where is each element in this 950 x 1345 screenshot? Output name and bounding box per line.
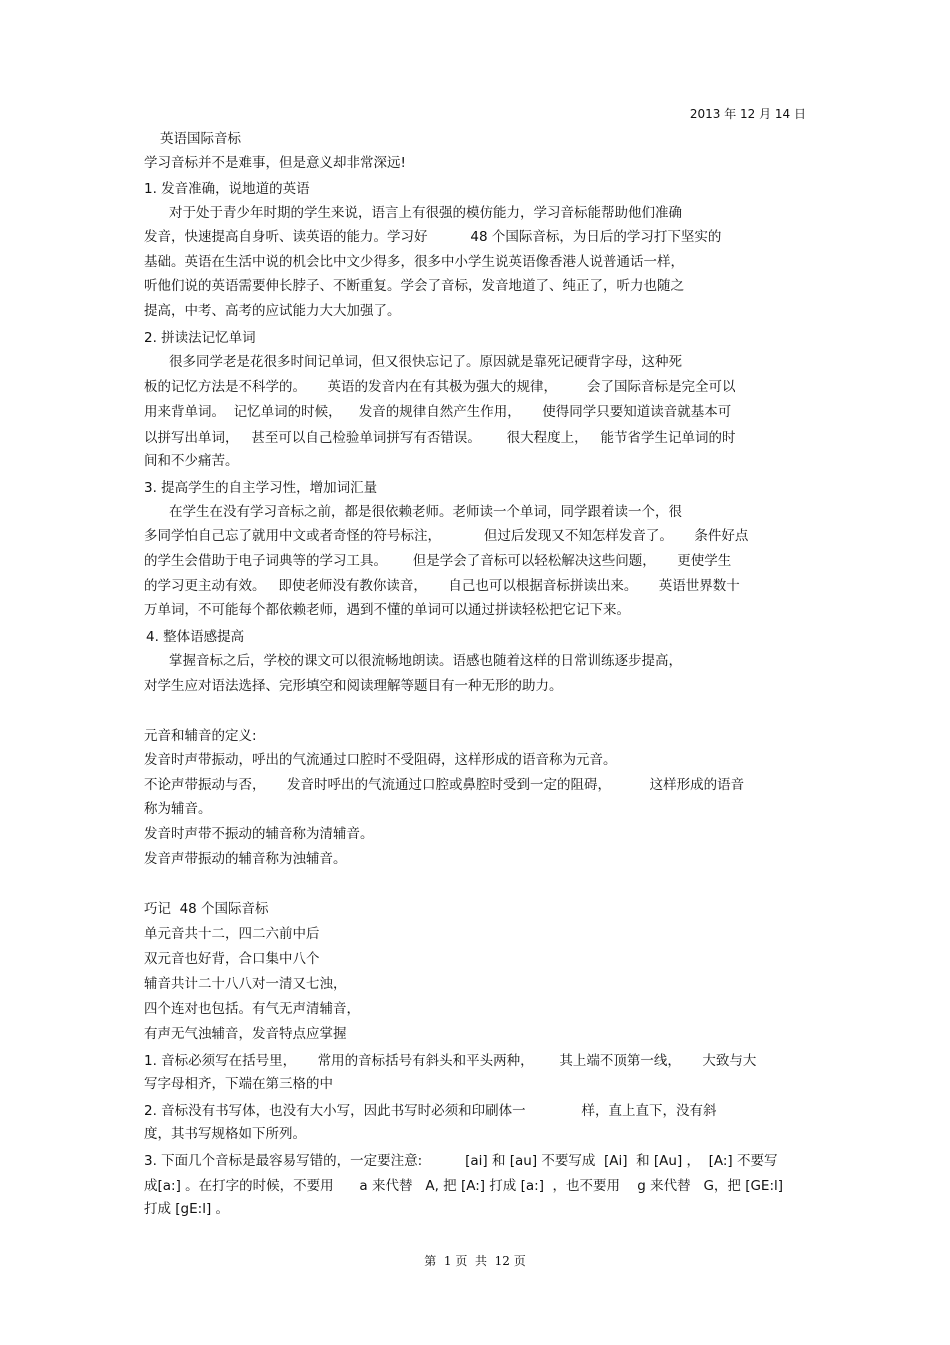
text-line: 度，其书写规格如下所列。 — [144, 1126, 306, 1142]
text-line: 的学习更主动有效。 即使老师没有教你读音， 自己也可以根据音标拼读出来。 英语世界数十 — [144, 578, 740, 594]
text-line: 很多同学老是花很多时间记单词，但又很快忘记了。原因就是靠死记硬背字母，这种死 — [169, 354, 682, 370]
text-line: 发音声带振动的辅音称为浊辅音。 — [144, 851, 347, 867]
text-line: 在学生在没有学习音标之前，都是很依赖老师。老师读一个单词，同学跟着读一个，很 — [169, 504, 682, 520]
text-line: 有声无气浊辅音，发音特点应掌握 — [144, 1026, 347, 1042]
text-line: 对学生应对语法选择、完形填空和阅读理解等题目有一种无形的助力。 — [144, 678, 563, 694]
text-line: 不论声带振动与否， 发音时呼出的气流通过口腔或鼻腔时受到一定的阻碍， 这样形成的语音 — [144, 777, 745, 793]
text-line: 学习音标并不是难事，但是意义却非常深远! — [144, 155, 406, 171]
text-line: 基础。英语在生活中说的机会比中文少得多，很多中小学生说英语像香港人说普通话一样， — [144, 254, 684, 270]
text-line: 对于处于青少年时期的学生来说，语言上有很强的模仿能力，学习音标能帮助他们准确 — [169, 205, 682, 221]
text-line: 的学生会借助于电子词典等的学习工具。 但是学会了音标可以轻松解决这些问题， 更使学生 — [144, 553, 732, 569]
text-line: 称为辅音。 — [144, 801, 212, 817]
page-footer: 第 1 页 共 12 页 — [424, 1254, 526, 1268]
section-heading: 3. 提高学生的自主学习性，增加词汇量 — [144, 480, 378, 496]
text-line: 3. 下面几个音标是最容易写错的，一定要注意: [ai] 和 [au] 不要写成 [Ai] 和 [Au] ， [A:] 不要写 — [144, 1153, 778, 1169]
text-line: 发音时声带振动，呼出的气流通过口腔时不受阻碍，这样形成的语音称为元音。 — [144, 752, 617, 768]
title: 英语国际音标 — [160, 131, 241, 147]
text-line: 1. 音标必须写在括号里， 常用的音标括号有斜头和平头两种， 其上端不顶第一线， 大致与大 — [144, 1053, 757, 1069]
text-line: 以拼写出单词， 甚至可以自己检验单词拼写有否错误。 很大程度上， 能节省学生记单词的时 — [144, 430, 736, 446]
text-line: 多同学怕自己忘了就用中文或者奇怪的符号标注， 但过后发现又不知怎样发音了。 条件好点 — [144, 528, 749, 544]
section-heading: 2. 拼读法记忆单词 — [144, 330, 256, 346]
text-line: 四个连对也包括。有气无声清辅音， — [144, 1001, 360, 1017]
text-line: 用来背单词。 记忆单词的时候， 发音的规律自然产生作用， 使得同学只要知道读音就基本可 — [144, 404, 732, 420]
text-line: 提高，中考、高考的应试能力大大加强了。 — [144, 303, 401, 319]
section-heading: 4. 整体语感提高 — [146, 629, 245, 645]
text-line: 万单词，不可能每个都依赖老师，遇到不懂的单词可以通过拼读轻松把它记下来。 — [144, 602, 630, 618]
text-line: 发音时声带不振动的辅音称为清辅音。 — [144, 826, 374, 842]
text-line: 打成 [gE:l] 。 — [144, 1201, 230, 1217]
text-line: 间和不少痛苦。 — [144, 453, 239, 469]
section-heading: 巧记 48 个国际音标 — [144, 901, 269, 917]
document-date: 2013 年 12 月 14 日 — [689, 107, 806, 121]
text-line: 掌握音标之后，学校的课文可以很流畅地朗读。语感也随着这样的日常训练逐步提高， — [169, 653, 682, 669]
text-line: 听他们说的英语需要伸长脖子、不断重复。学会了音标，发音地道了、纯正了，听力也随之 — [144, 278, 684, 294]
text-line: 单元音共十二，四二六前中后 — [144, 926, 320, 942]
text-line: 2. 音标没有书写体，也没有大小写，因此书写时必须和印刷体一 样，直上直下，没有斜 — [144, 1103, 717, 1119]
text-line: 发音，快速提高自身听、读英语的能力。学习好 48 个国际音标，为日后的学习打下坚实的 — [144, 229, 722, 245]
section-heading: 1. 发音准确，说地道的英语 — [144, 181, 310, 197]
text-line: 板的记忆方法是不科学的。 英语的发音内在有其极为强大的规律， 会了国际音标是完全可以 — [144, 379, 736, 395]
text-line: 双元音也好背，合口集中八个 — [144, 951, 320, 967]
section-heading: 元音和辅音的定义: — [144, 728, 257, 744]
text-line: 辅音共计二十八八对一清又七浊， — [144, 976, 347, 992]
text-line: 写字母相齐，下端在第三格的中 — [144, 1076, 333, 1092]
text-line: 成[a:] 。在打字的时候，不要用 a 来代替 A, 把 [A:] 打成 [a:] ，也不要用 g 来代替 G，把 [GE:l] — [144, 1178, 784, 1194]
